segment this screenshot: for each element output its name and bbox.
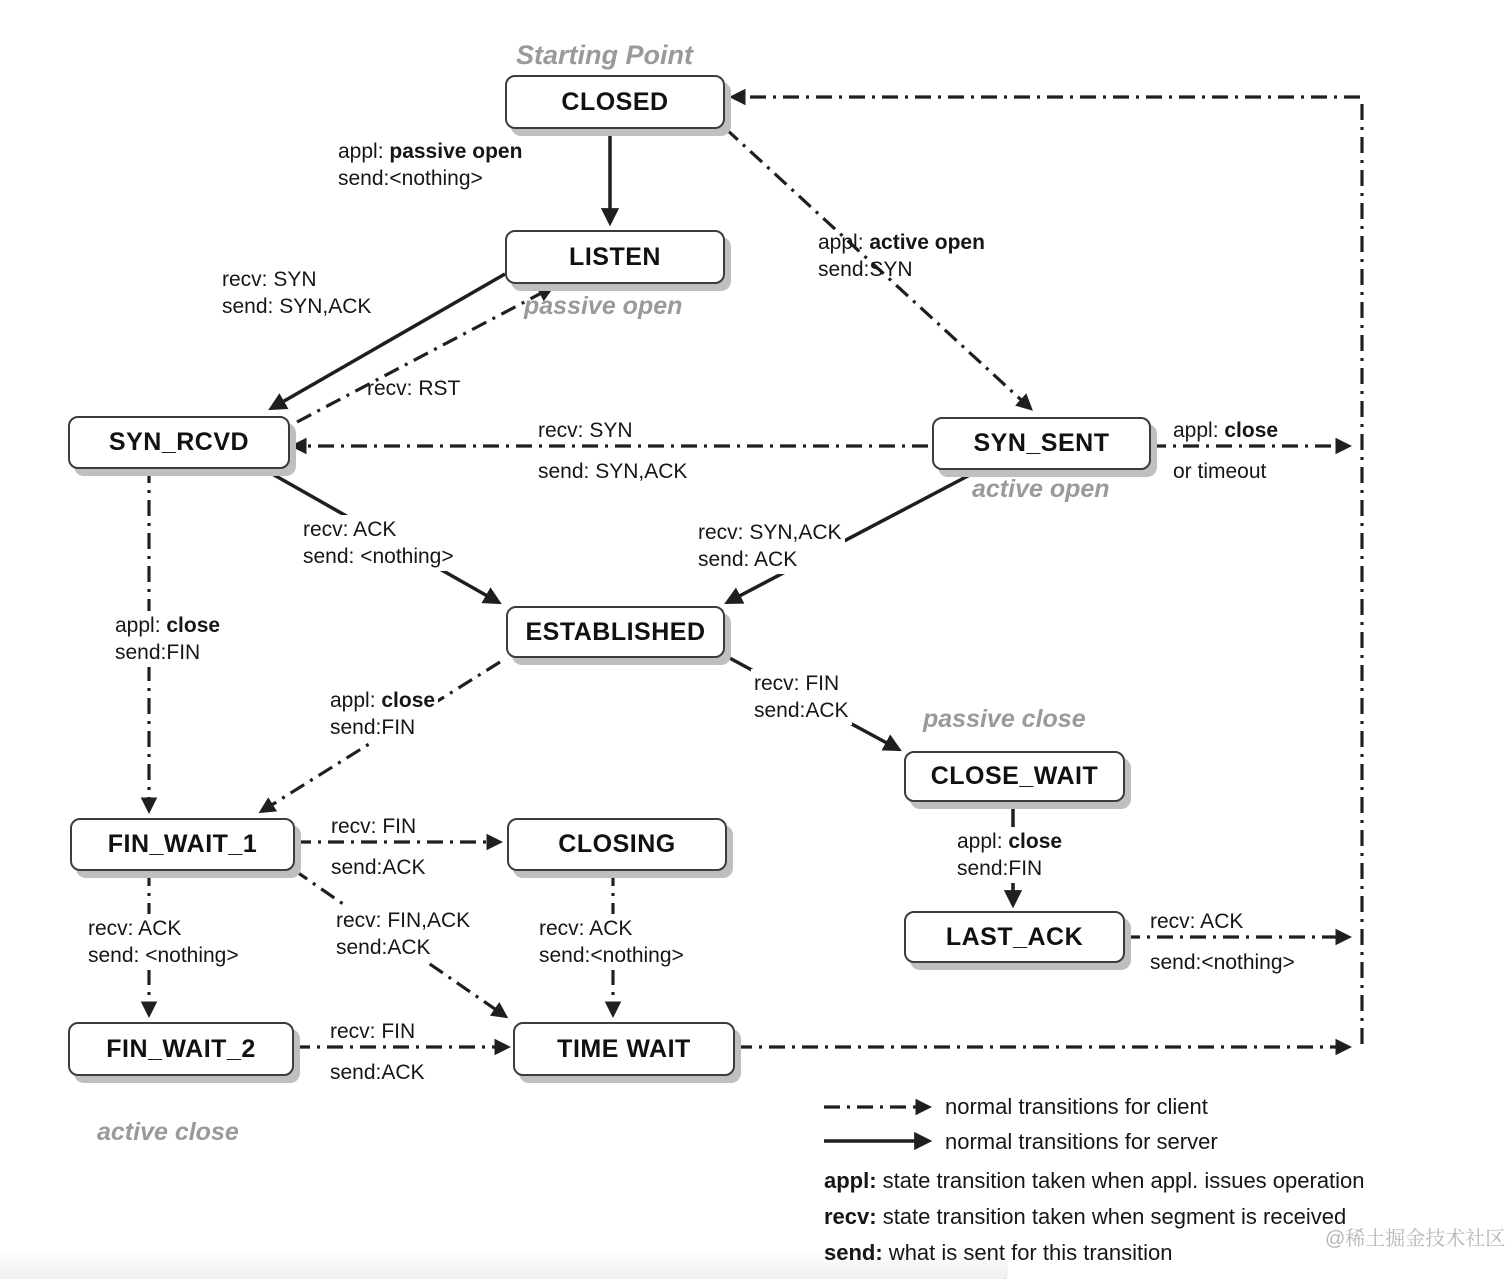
passive-close-note: passive close [923,705,1086,733]
state-fin-wait-2: FIN_WAIT_2 [68,1022,294,1076]
label-closewait-to-lastack: appl: close send:FIN [954,827,1065,883]
label-established-to-finwait1: appl: close send:FIN [327,686,438,742]
label-closing-to-timewait: recv: ACK send:<nothing> [536,914,687,970]
label-close-timeout: appl: close or timeout [1173,419,1279,483]
label-synsent-to-established: recv: SYN,ACK send: ACK [695,518,845,574]
legend-client-label: normal transitions for client [945,1094,1208,1119]
active-open-note: active open [972,475,1110,503]
starting-point-note: Starting Point [516,40,693,70]
legend-server-label: normal transitions for server [945,1129,1218,1154]
label-passive-open: appl: passive open send:<nothing> [338,140,523,190]
passive-open-note: passive open [524,292,683,320]
label-finwait2-to-timewait: recv: FIN send:ACK [330,1020,425,1084]
state-established: ESTABLISHED [506,606,725,658]
label-finwait1-to-closing: recv: FIN send:ACK [331,815,426,879]
state-syn-sent: SYN_SENT [932,417,1151,470]
label-lastack-to-closed: recv: ACK send:<nothing> [1150,910,1295,974]
active-close-note: active close [97,1118,239,1146]
label-active-open: appl: active open send:SYN [818,231,985,281]
legend-recv-definition: recv: state transition taken when segment is received [824,1204,1347,1229]
state-closing: CLOSING [507,818,727,871]
label-finwait1-to-timewait: recv: FIN,ACK send:ACK [333,906,473,962]
state-last-ack: LAST_ACK [904,911,1125,963]
watermark: @稀土掘金技术社区 [1325,1228,1506,1250]
label-established-to-closewait: recv: FIN send:ACK [751,669,852,725]
state-listen: LISTEN [505,230,725,284]
label-listen-to-synrcvd: recv: SYN send: SYN,ACK [222,268,372,318]
label-synrcvd-to-established: recv: ACK send: <nothing> [300,515,457,571]
label-rst: recv: RST [367,377,461,400]
state-syn-rcvd: SYN_RCVD [68,416,290,469]
label-synsent-to-synrcvd: recv: SYN send: SYN,ACK [538,419,688,483]
state-time-wait: TIME WAIT [513,1022,735,1076]
legend-send-definition: send: what is sent for this transition [824,1240,1173,1265]
state-fin-wait-1: FIN_WAIT_1 [70,818,295,871]
state-close-wait: CLOSE_WAIT [904,751,1125,802]
label-synrcvd-to-finwait1: appl: close send:FIN [112,611,223,667]
state-closed: CLOSED [505,75,725,129]
legend-appl-definition: appl: state transition taken when appl. issues operation [824,1168,1365,1193]
label-finwait1-to-finwait2: recv: ACK send: <nothing> [85,914,242,970]
